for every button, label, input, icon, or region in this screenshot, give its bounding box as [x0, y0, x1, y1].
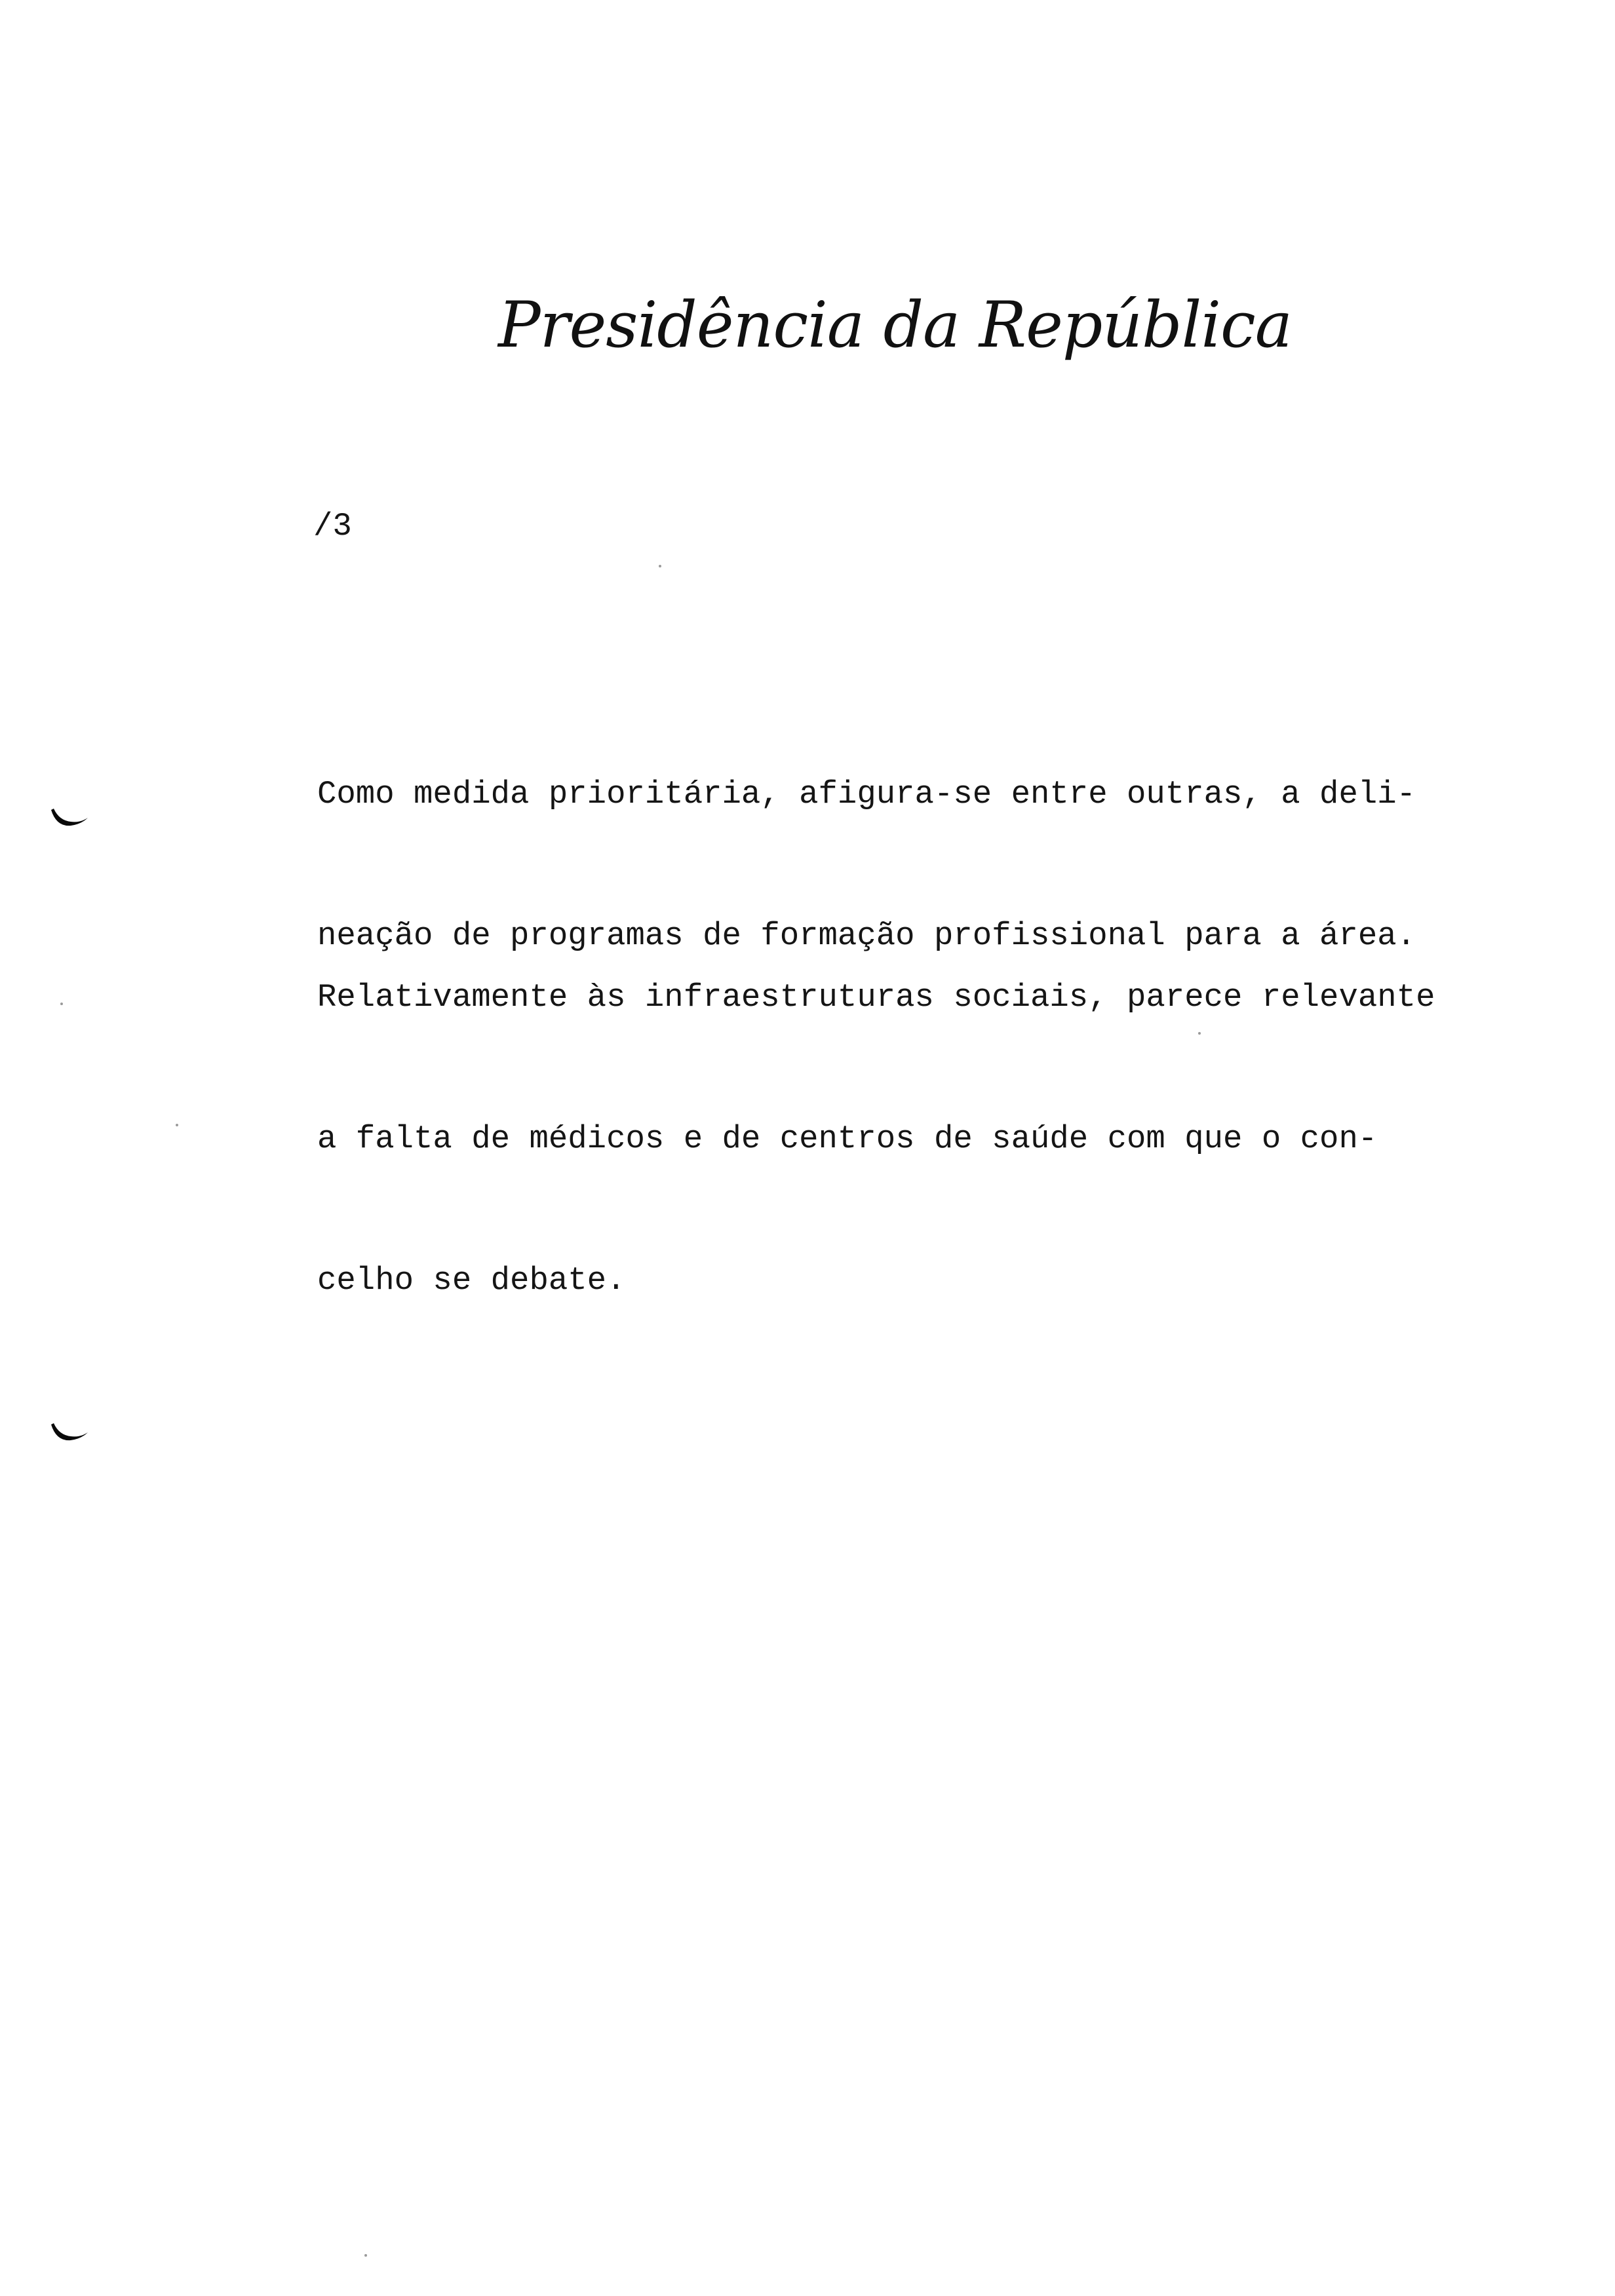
paragraph-line: neação de programas de formação profissional para a área.: [317, 917, 1416, 954]
binder-punch-hole-icon: [47, 1422, 92, 1444]
paragraph-line: Relativamente às infraestruturas sociais, parece relevante: [317, 979, 1435, 1016]
letterhead: Presidência da República: [498, 288, 1293, 362]
paragraph-line: celho se debate.: [317, 1262, 626, 1299]
paper-speck: [1198, 1032, 1201, 1035]
paper-speck: [176, 1124, 178, 1126]
paper-speck: [364, 2254, 367, 2257]
binder-punch-hole-icon: [47, 807, 92, 830]
paragraph-line: Como medida prioritária, afigura-se entre outras, a deli-: [317, 776, 1416, 813]
paper-speck: [60, 1003, 63, 1005]
paper-speck: [659, 565, 661, 567]
paragraph-2: [317, 890, 1435, 1388]
page-number: /3: [313, 508, 352, 545]
paragraph-line: a falta de médicos e de centros de saúde com que o con-: [317, 1120, 1378, 1157]
